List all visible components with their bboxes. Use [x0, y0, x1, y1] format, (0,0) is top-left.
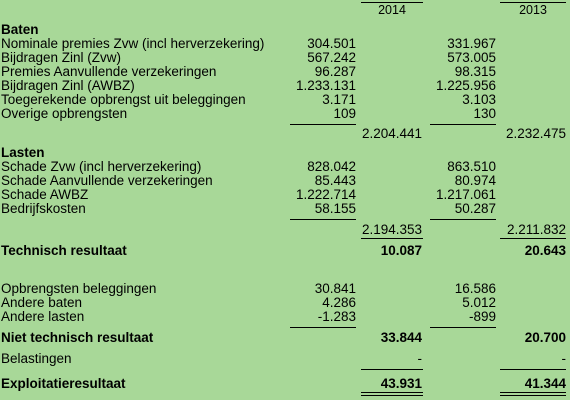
- year-header-2013: 2013: [519, 3, 547, 17]
- value-2014: 828.042: [307, 159, 356, 174]
- value-2014: 109: [333, 106, 356, 121]
- value-2013: 1.225.956: [435, 78, 496, 93]
- row-label: Schade AWBZ: [1, 187, 89, 202]
- niet-technisch-resultaat-2013: 20.700: [524, 330, 566, 345]
- subtotal-rule-2013: [430, 124, 496, 125]
- subtotal-rule-2013: [430, 219, 496, 220]
- row-label: Andere lasten: [1, 309, 85, 324]
- result-rule-2014: [361, 238, 423, 239]
- value-2013: 98.315: [454, 64, 496, 79]
- belastingen-row: [0, 352, 570, 366]
- table-row: [0, 107, 570, 121]
- subtotal-rule-2013: [430, 327, 496, 328]
- value-2014: -1.283: [317, 309, 356, 324]
- lasten-total-row: [0, 223, 570, 237]
- table-row: [0, 188, 570, 202]
- lasten-total-2014: 2.194.353: [361, 222, 422, 237]
- row-label: Exploitatieresultaat: [1, 376, 126, 391]
- value-2014: 96.287: [314, 64, 356, 79]
- row-label: Bedrijfskosten: [1, 201, 86, 216]
- value-2013: 863.510: [447, 159, 496, 174]
- technisch-resultaat-row: [0, 244, 570, 258]
- value-2014: 1.233.131: [295, 78, 356, 93]
- niet-technisch-resultaat-row: [0, 331, 570, 345]
- row-label: Schade Zvw (incl herverzekering): [1, 159, 202, 174]
- value-2014: 567.242: [307, 50, 356, 65]
- value-2013: 130: [473, 106, 496, 121]
- table-row: [0, 202, 570, 216]
- double-rule-2014: [361, 392, 423, 396]
- row-label: Opbrengsten beleggingen: [1, 281, 157, 296]
- belastingen-2013: -: [561, 351, 566, 366]
- row-label: Bijdragen Zinl (Zvw): [1, 50, 122, 65]
- value-2014: 4.286: [322, 295, 356, 310]
- exploitatieresultaat-2013: 41.344: [524, 376, 566, 391]
- section-heading-label: Lasten: [1, 145, 45, 160]
- row-label: Schade Aanvullende verzekeringen: [1, 173, 213, 188]
- year-header-2014: 2014: [378, 3, 406, 17]
- baten-total-2014: 2.204.441: [361, 126, 422, 141]
- row-label: Bijdragen Zinl (AWBZ): [1, 78, 135, 93]
- row-label: Belastingen: [1, 351, 72, 366]
- value-2013: 16.586: [454, 281, 496, 296]
- row-label: Niet technisch resultaat: [1, 330, 154, 345]
- double-rule-2013: [500, 392, 566, 396]
- row-label: Premies Aanvullende verzekeringen: [1, 64, 217, 79]
- row-label: Andere baten: [1, 295, 83, 310]
- section-heading-lasten: [0, 146, 570, 160]
- row-label: Nominale premies Zvw (incl herverzekering): [1, 36, 265, 51]
- table-row: [0, 296, 570, 310]
- row-label: Technisch resultaat: [1, 243, 127, 258]
- subtotal-rule-2014: [290, 327, 356, 328]
- value-2013: 331.967: [447, 36, 496, 51]
- row-label: Overige opbrengsten: [1, 106, 128, 121]
- exploitatieresultaat-row: [0, 377, 570, 391]
- value-2014: 304.501: [307, 36, 356, 51]
- baten-total-row: [0, 127, 570, 141]
- value-2013: -899: [468, 309, 496, 324]
- value-2013: 3.103: [462, 92, 496, 107]
- technisch-resultaat-2013: 20.643: [524, 243, 566, 258]
- section-heading-baten: [0, 23, 570, 37]
- table-row: [0, 160, 570, 174]
- result-rule-2013: [500, 369, 566, 370]
- value-2014: 1.222.714: [295, 187, 356, 202]
- subtotal-rule-2014: [290, 219, 356, 220]
- row-label: Toegerekende opbrengst uit beleggingen: [1, 92, 246, 107]
- subtotal-rule-2014: [290, 124, 356, 125]
- table-row: [0, 310, 570, 324]
- value-2014: 30.841: [314, 281, 356, 296]
- belastingen-2014: -: [417, 351, 422, 366]
- value-2013: 80.974: [454, 173, 496, 188]
- table-row: [0, 79, 570, 93]
- value-2014: 3.171: [322, 92, 356, 107]
- lasten-total-2013: 2.211.832: [506, 222, 566, 237]
- baten-total-2013: 2.232.475: [505, 126, 566, 141]
- value-2013: 5.012: [462, 295, 496, 310]
- value-2013: 573.005: [447, 50, 496, 65]
- technisch-resultaat-2014: 10.087: [380, 243, 422, 258]
- niet-technisch-resultaat-2014: 33.844: [380, 330, 422, 345]
- value-2013: 50.287: [454, 201, 496, 216]
- table-row: [0, 174, 570, 188]
- table-row: [0, 93, 570, 107]
- result-rule-2013: [500, 238, 566, 239]
- value-2014: 58.155: [314, 201, 356, 216]
- exploitatieresultaat-2014: 43.931: [380, 376, 422, 391]
- value-2014: 85.443: [314, 173, 356, 188]
- table-row: [0, 65, 570, 79]
- value-2013: 1.217.061: [435, 187, 496, 202]
- table-row: [0, 282, 570, 296]
- section-heading-label: Baten: [1, 22, 39, 37]
- table-row: [0, 51, 570, 65]
- table-row: [0, 37, 570, 51]
- result-rule-2014: [361, 369, 423, 370]
